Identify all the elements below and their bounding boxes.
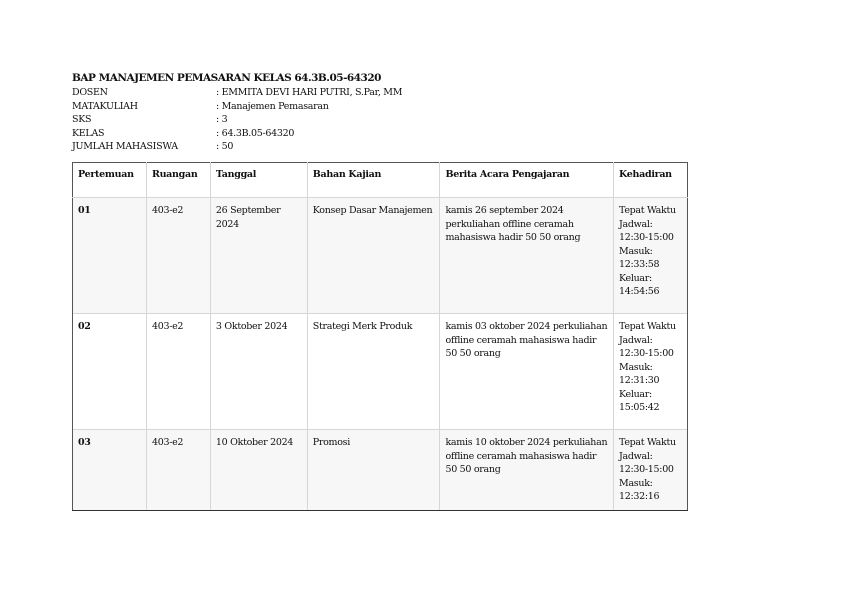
info-label: KELAS — [72, 127, 105, 139]
info-label: SKS — [72, 114, 92, 125]
cell-pertemuan: 03 — [73, 430, 147, 511]
table-row — [73, 314, 688, 430]
attendance-table — [72, 162, 688, 511]
info-row-matakuliah — [72, 100, 402, 114]
cell-bahan-kajian: Promosi — [307, 430, 440, 511]
cell-bahan-kajian: Strategi Merk Produk — [307, 314, 440, 430]
info-row-dosen — [72, 86, 402, 100]
info-value: : EMMITA DEVI HARI PUTRI, S.Par, MM — [216, 87, 403, 98]
info-value: : 50 — [216, 141, 234, 152]
info-label: DOSEN — [72, 87, 108, 98]
course-info — [72, 86, 402, 154]
cell-kehadiran: Tepat Waktu Jadwal: 12:30-15:00 Masuk: 12:32:16 — [614, 430, 688, 511]
cell-pertemuan: 01 — [73, 198, 147, 314]
info-label: MATAKULIAH — [72, 100, 138, 112]
cell-tanggal: 26 September 2024 — [210, 198, 307, 314]
info-label: JUMLAH MAHASISWA — [72, 141, 178, 152]
cell-ruangan: 403-e2 — [146, 314, 210, 430]
cell-tanggal: 3 Oktober 2024 — [210, 314, 307, 430]
table-row — [73, 198, 688, 314]
cell-bahan-kajian: Konsep Dasar Manajemen — [307, 198, 440, 314]
cell-berita-acara: kamis 10 oktober 2024 perkuliahan offline ceramah mahasiswa hadir 50 50 orang — [440, 430, 614, 511]
column-header: Pertemuan — [73, 163, 147, 198]
table-row — [73, 430, 688, 511]
info-value: : 64.3B.05-64320 — [216, 127, 295, 139]
column-header: Tanggal — [210, 163, 307, 198]
cell-tanggal: 10 Oktober 2024 — [210, 430, 307, 511]
column-header: Bahan Kajian — [307, 163, 440, 198]
cell-kehadiran: Tepat Waktu Jadwal: 12:30-15:00 Masuk: 12:31:30 Keluar: 15:05:42 — [614, 314, 688, 430]
info-value: : 3 — [216, 114, 228, 125]
column-header: Kehadiran — [614, 163, 688, 198]
info-row-sks — [72, 113, 402, 127]
column-header: Berita Acara Pengajaran — [440, 163, 614, 198]
info-row-jumlah-mahasiswa — [72, 140, 402, 154]
info-row-kelas — [72, 127, 402, 141]
cell-ruangan: 403-e2 — [146, 430, 210, 511]
cell-ruangan: 403-e2 — [146, 198, 210, 314]
cell-pertemuan: 02 — [73, 314, 147, 430]
info-value: : Manajemen Pemasaran — [216, 100, 329, 112]
table-header-row — [73, 163, 688, 198]
document-title: BAP MANAJEMEN PEMASARAN KELAS 64.3B.05-64320 — [72, 72, 381, 84]
cell-berita-acara: kamis 03 oktober 2024 perkuliahan offline ceramah mahasiswa hadir 50 50 orang — [440, 314, 614, 430]
cell-kehadiran: Tepat Waktu Jadwal: 12:30-15:00 Masuk: 12:33:58 Keluar: 14:54:56 — [614, 198, 688, 314]
column-header: Ruangan — [146, 163, 210, 198]
cell-berita-acara: kamis 26 september 2024 perkuliahan offline ceramah mahasiswa hadir 50 50 orang — [440, 198, 614, 314]
